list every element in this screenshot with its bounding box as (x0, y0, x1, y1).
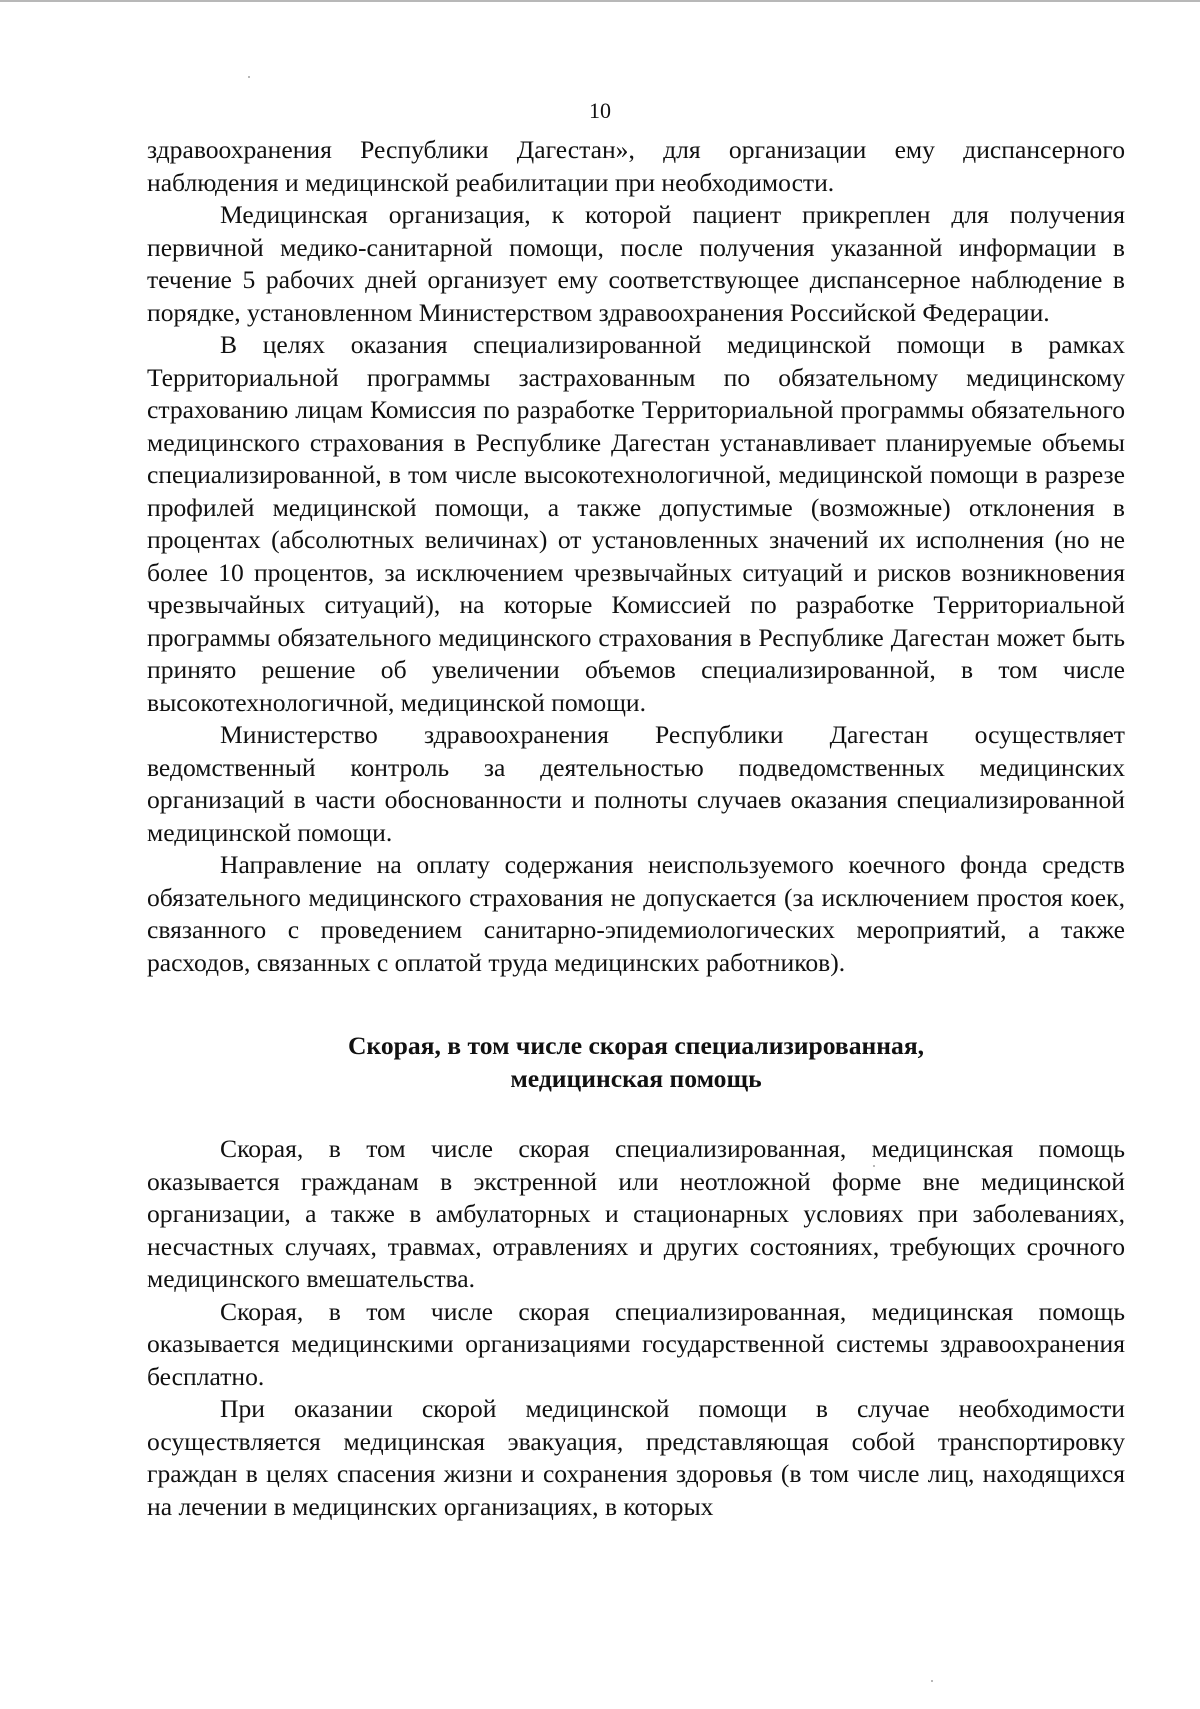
paragraph: Скорая, в том числе скорая специализированная, медицинская помощь оказывается гражданам в экстренной или неотложной форме вне медицинской организации, а также в амбулаторных и стационарных условиях при заболеваниях, несчастных случаях, травмах, отравлениях и других состояниях, требующих срочного медицинского вмешательства. (147, 1134, 1125, 1293)
paragraph: Медицинская организация, к которой пациент прикреплен для получения первичной медико-санитарной помощи, после получения указанной информации в течение 5 рабочих дней организует ему соответствующее диспансерное наблюдение в порядке, установленном Министерством здравоохранения Российской Федерации. (147, 200, 1125, 327)
paragraph: Министерство здравоохранения Республики Дагестан осуществляет ведомственный контроль за деятельностью подведомственных медицинских организаций в части обоснованности и полноты случаев оказания специализированной медицинской помощи. (147, 720, 1125, 847)
paragraph: Направление на оплату содержания неиспользуемого коечного фонда средств обязательного медицинского страхования не допускается (за исключением простоя коек, связанного с проведением санитарно-эпидемиологических мероприятий, а также расходов, связанных с оплатой труда медицинских работников). (147, 850, 1125, 977)
paragraph: здравоохранения Республики Дагестан», для организации ему диспансерного наблюдения и медицинской реабилитации при необходимости. (147, 135, 1125, 197)
paragraph: Скорая, в том числе скорая специализированная, медицинская помощь оказывается медицинскими организациями государственной системы здравоохранения бесплатно. (147, 1296, 1125, 1391)
section-heading (147, 1029, 1125, 1095)
scan-dot (931, 1680, 933, 1682)
paragraph: При оказании скорой медицинской помощи в случае необходимости осуществляется медицинская эвакуация, представляющая собой транспортировку граждан в целях спасения жизни и сохранения здоровья (в том числе лиц, находящихся на лечении в медицинских организациях, в которых (147, 1394, 1125, 1521)
page-number: 10 (589, 98, 611, 123)
scan-edge-line (0, 0, 1200, 2)
document-body (147, 134, 1125, 1523)
paragraph: В целях оказания специализированной медицинской помощи в рамках Территориальной программы застрахованным по обязательному медицинскому страхованию лицам Комиссия по разработке Территориальной программы обязательного медицинского страхования в Республике Дагестан устанавливает планируемые объемы специализированной, в том числе высокотехнологичной, медицинской помощи в разрезе профилей медицинской помощи, а также допустимые (возможные) отклонения в процентах (абсолютных величинах) от установленных значений их исполнения (но не более 10 процентов, за исключением чрезвычайных ситуаций и рисков возникновения чрезвычайных ситуаций), на которые Комиссией по разработке Территориальной программы обязательного медицинского страхования в Республике Дагестан может быть принято решение об увеличении объемов специализированной, в том числе высокотехнологичной, медицинской помощи. (147, 330, 1125, 717)
section-heading-line: медицинская помощь (510, 1064, 762, 1093)
section-heading-line: Скорая, в том числе скорая специализированная, (347, 1031, 925, 1060)
scan-dot (248, 76, 250, 78)
